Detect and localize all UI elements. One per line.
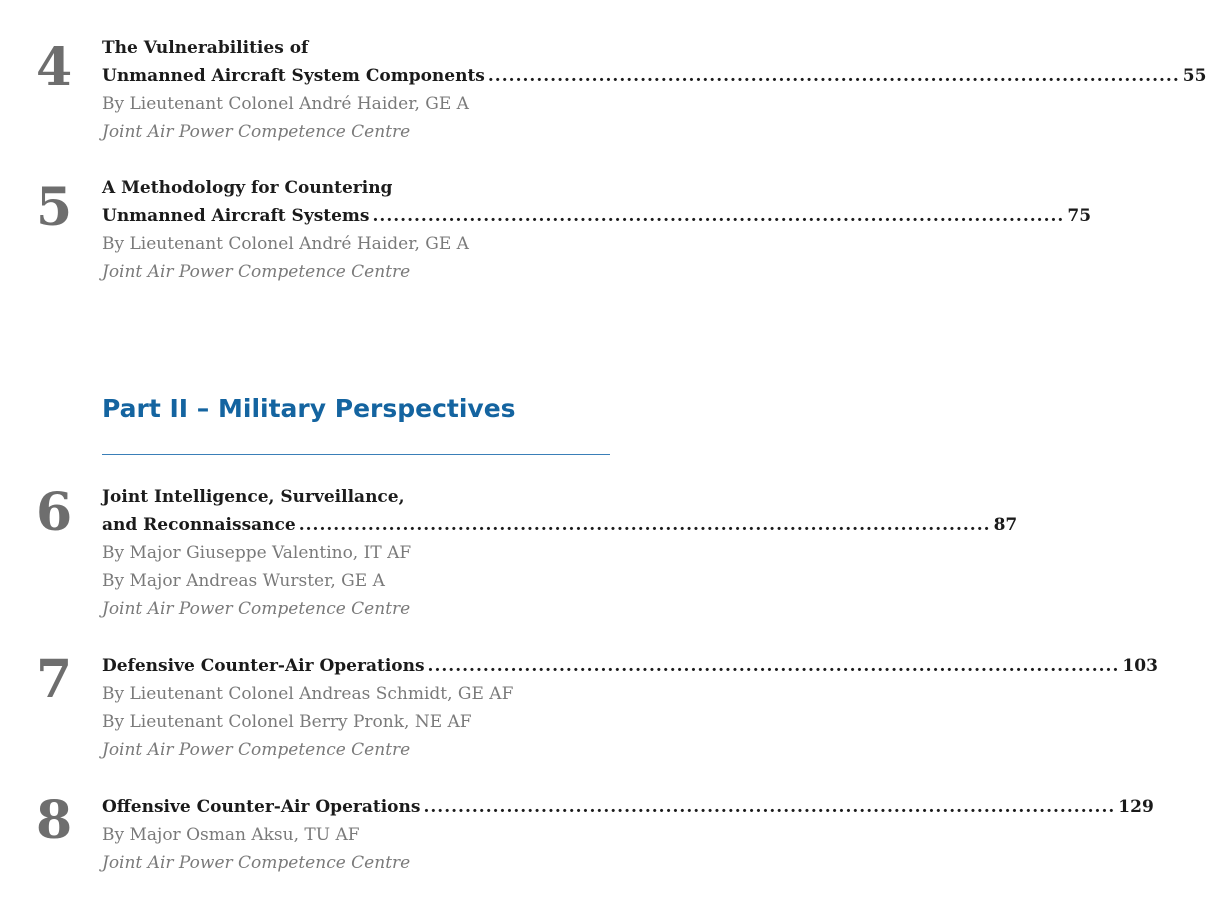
chapter-author: By Major Osman Aksu, TU AF [102,825,360,845]
chapter-number: 8 [36,790,73,851]
chapter-number: 7 [36,649,73,710]
chapter-organization: Joint Air Power Competence Centre [102,122,411,142]
page-number: 103 [1122,656,1158,676]
chapter-title-line: A Methodology for Countering [102,178,393,198]
page-number: 87 [993,515,1018,535]
chapter-title-last: and Reconnaissance [102,515,296,535]
page-number: 129 [1118,797,1154,817]
chapter-title-last: Unmanned Aircraft Systems [102,206,370,226]
chapter-organization: Joint Air Power Competence Centre [102,740,411,760]
chapter-author: By Major Andreas Wurster, GE A [102,571,385,591]
chapter-title-row [102,793,1154,821]
chapter-number: 6 [36,482,73,543]
chapter-organization: Joint Air Power Competence Centre [102,853,411,873]
chapter-author: By Major Giuseppe Valentino, IT AF [102,543,412,563]
page-number: 75 [1067,206,1092,226]
chapter-title-row [102,652,1158,680]
chapter-title-last: Defensive Counter-Air Operations [102,656,425,676]
chapter-title-last: Offensive Counter-Air Operations [102,797,421,817]
leader-dots: .................................................................................................... [298,515,991,535]
chapter-number: 5 [36,177,73,238]
chapter-author: By Lieutenant Colonel André Haider, GE A [102,94,469,114]
page-number: 55 [1182,66,1206,86]
chapter-title-line: Joint Intelligence, Surveillance, [102,487,405,507]
chapter-author: By Lieutenant Colonel Andreas Schmidt, GE AF [102,684,514,704]
chapter-author: By Lieutenant Colonel Berry Pronk, NE AF [102,712,472,732]
part-heading: Part II – Military Perspectives [102,394,516,423]
chapter-title-last: Unmanned Aircraft System Components [102,66,485,86]
chapter-organization: Joint Air Power Competence Centre [102,599,411,619]
chapter-title-row [102,511,1018,539]
chapter-title-row [102,202,1092,230]
chapter-author: By Lieutenant Colonel André Haider, GE A [102,234,469,254]
chapter-number: 4 [36,37,73,98]
leader-dots: .................................................................................................... [423,797,1116,817]
leader-dots: .................................................................................................... [427,656,1120,676]
chapter-title-line: The Vulnerabilities of [102,38,309,58]
leader-dots: .................................................................................................... [487,66,1180,86]
chapter-organization: Joint Air Power Competence Centre [102,262,411,282]
leader-dots: .................................................................................................... [372,206,1065,226]
chapter-title-row [102,62,1206,90]
part-divider [102,454,610,455]
